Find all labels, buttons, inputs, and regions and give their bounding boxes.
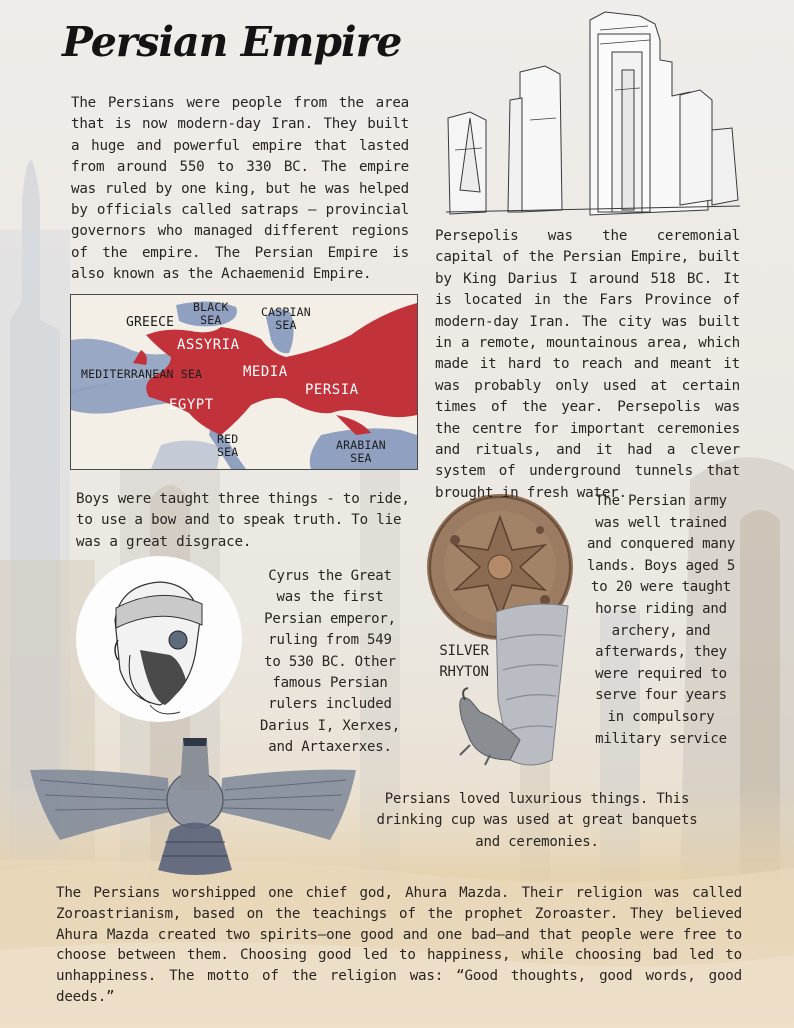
cyrus-paragraph: Cyrus the Great was the first Persian emperor, ruling from 549 to 530 BC. Other famous Persian rulers included Darius I, Xerxes, and Artaxerxes. bbox=[260, 568, 400, 756]
map-label-mediterranean-sea: MEDITERRANEAN SEA bbox=[81, 367, 203, 381]
religion-paragraph: The Persians worshipped one chief god, Ahura Mazda. Their religion was called Zoroastrianism, based on the teachings of the prophet Zoroaster. They believed Ahura Mazda created two spirits—one good and one bad—and that people were free to choose between them. Choosing good led to happiness, while choosing bad led to unhappiness. The motto of the religion was: “Good thoughts, good words, good deeds.” bbox=[56, 885, 742, 1005]
army-paragraph: The Persian army was well trained and conquered many lands. Boys aged 5 to 20 were taught horse riding and archery, and afterwards, they were required to serve four years in compulsory military service bbox=[586, 493, 736, 747]
map-label-assyria: ASSYRIA bbox=[177, 337, 240, 353]
map-label-egypt: EGYPT bbox=[169, 397, 214, 413]
map-label-black-sea: BLACK SEA bbox=[193, 300, 229, 327]
silver-rhyton-caption: SILVER RHYTON bbox=[439, 643, 489, 680]
intro-paragraph: The Persians were people from the area that is now modern-day Iran. They built a huge and powerful empire that lasted from around 550 to 330 BC. The empire was ruled by one king, but he was helped by officials called satraps — provincial governors who managed different regions of the empire. The Persian Empire is also known as the Achaemenid Empire. bbox=[71, 95, 409, 283]
map-label-persia: PERSIA bbox=[305, 382, 359, 398]
persepolis-paragraph: Persepolis was the ceremonial capital of the Persian Empire, built by King Darius I around 518 BC. It is located in the Fars Province of modern-day Iran. The city was built in a remote, mountainous area, which made it hard to reach and meant it was probably only used at certain times of the year. Persepolis was the centre for important ceremonies and rituals, and it had a clever system of underground tunnels that brought in fresh water. bbox=[435, 228, 740, 501]
map-label-arabian-sea: ARABIAN SEA bbox=[336, 438, 386, 465]
cyrus-portrait-illustration bbox=[76, 556, 242, 722]
map-label-caspian-sea: CASPIAN SEA bbox=[261, 305, 311, 332]
map-label-media: MEDIA bbox=[243, 364, 288, 380]
map-label-red-sea: RED SEA bbox=[217, 432, 239, 459]
boys-paragraph: Boys were taught three things - to ride, to use a bow and to speak truth. To lie was a great disgrace. bbox=[76, 491, 410, 550]
luxury-paragraph: Persians loved luxurious things. This drinking cup was used at great banquets and ceremonies. bbox=[376, 791, 698, 850]
empire-map bbox=[70, 294, 418, 470]
map-label-greece: GREECE bbox=[126, 315, 175, 330]
page-title: Persian Empire bbox=[62, 18, 402, 66]
